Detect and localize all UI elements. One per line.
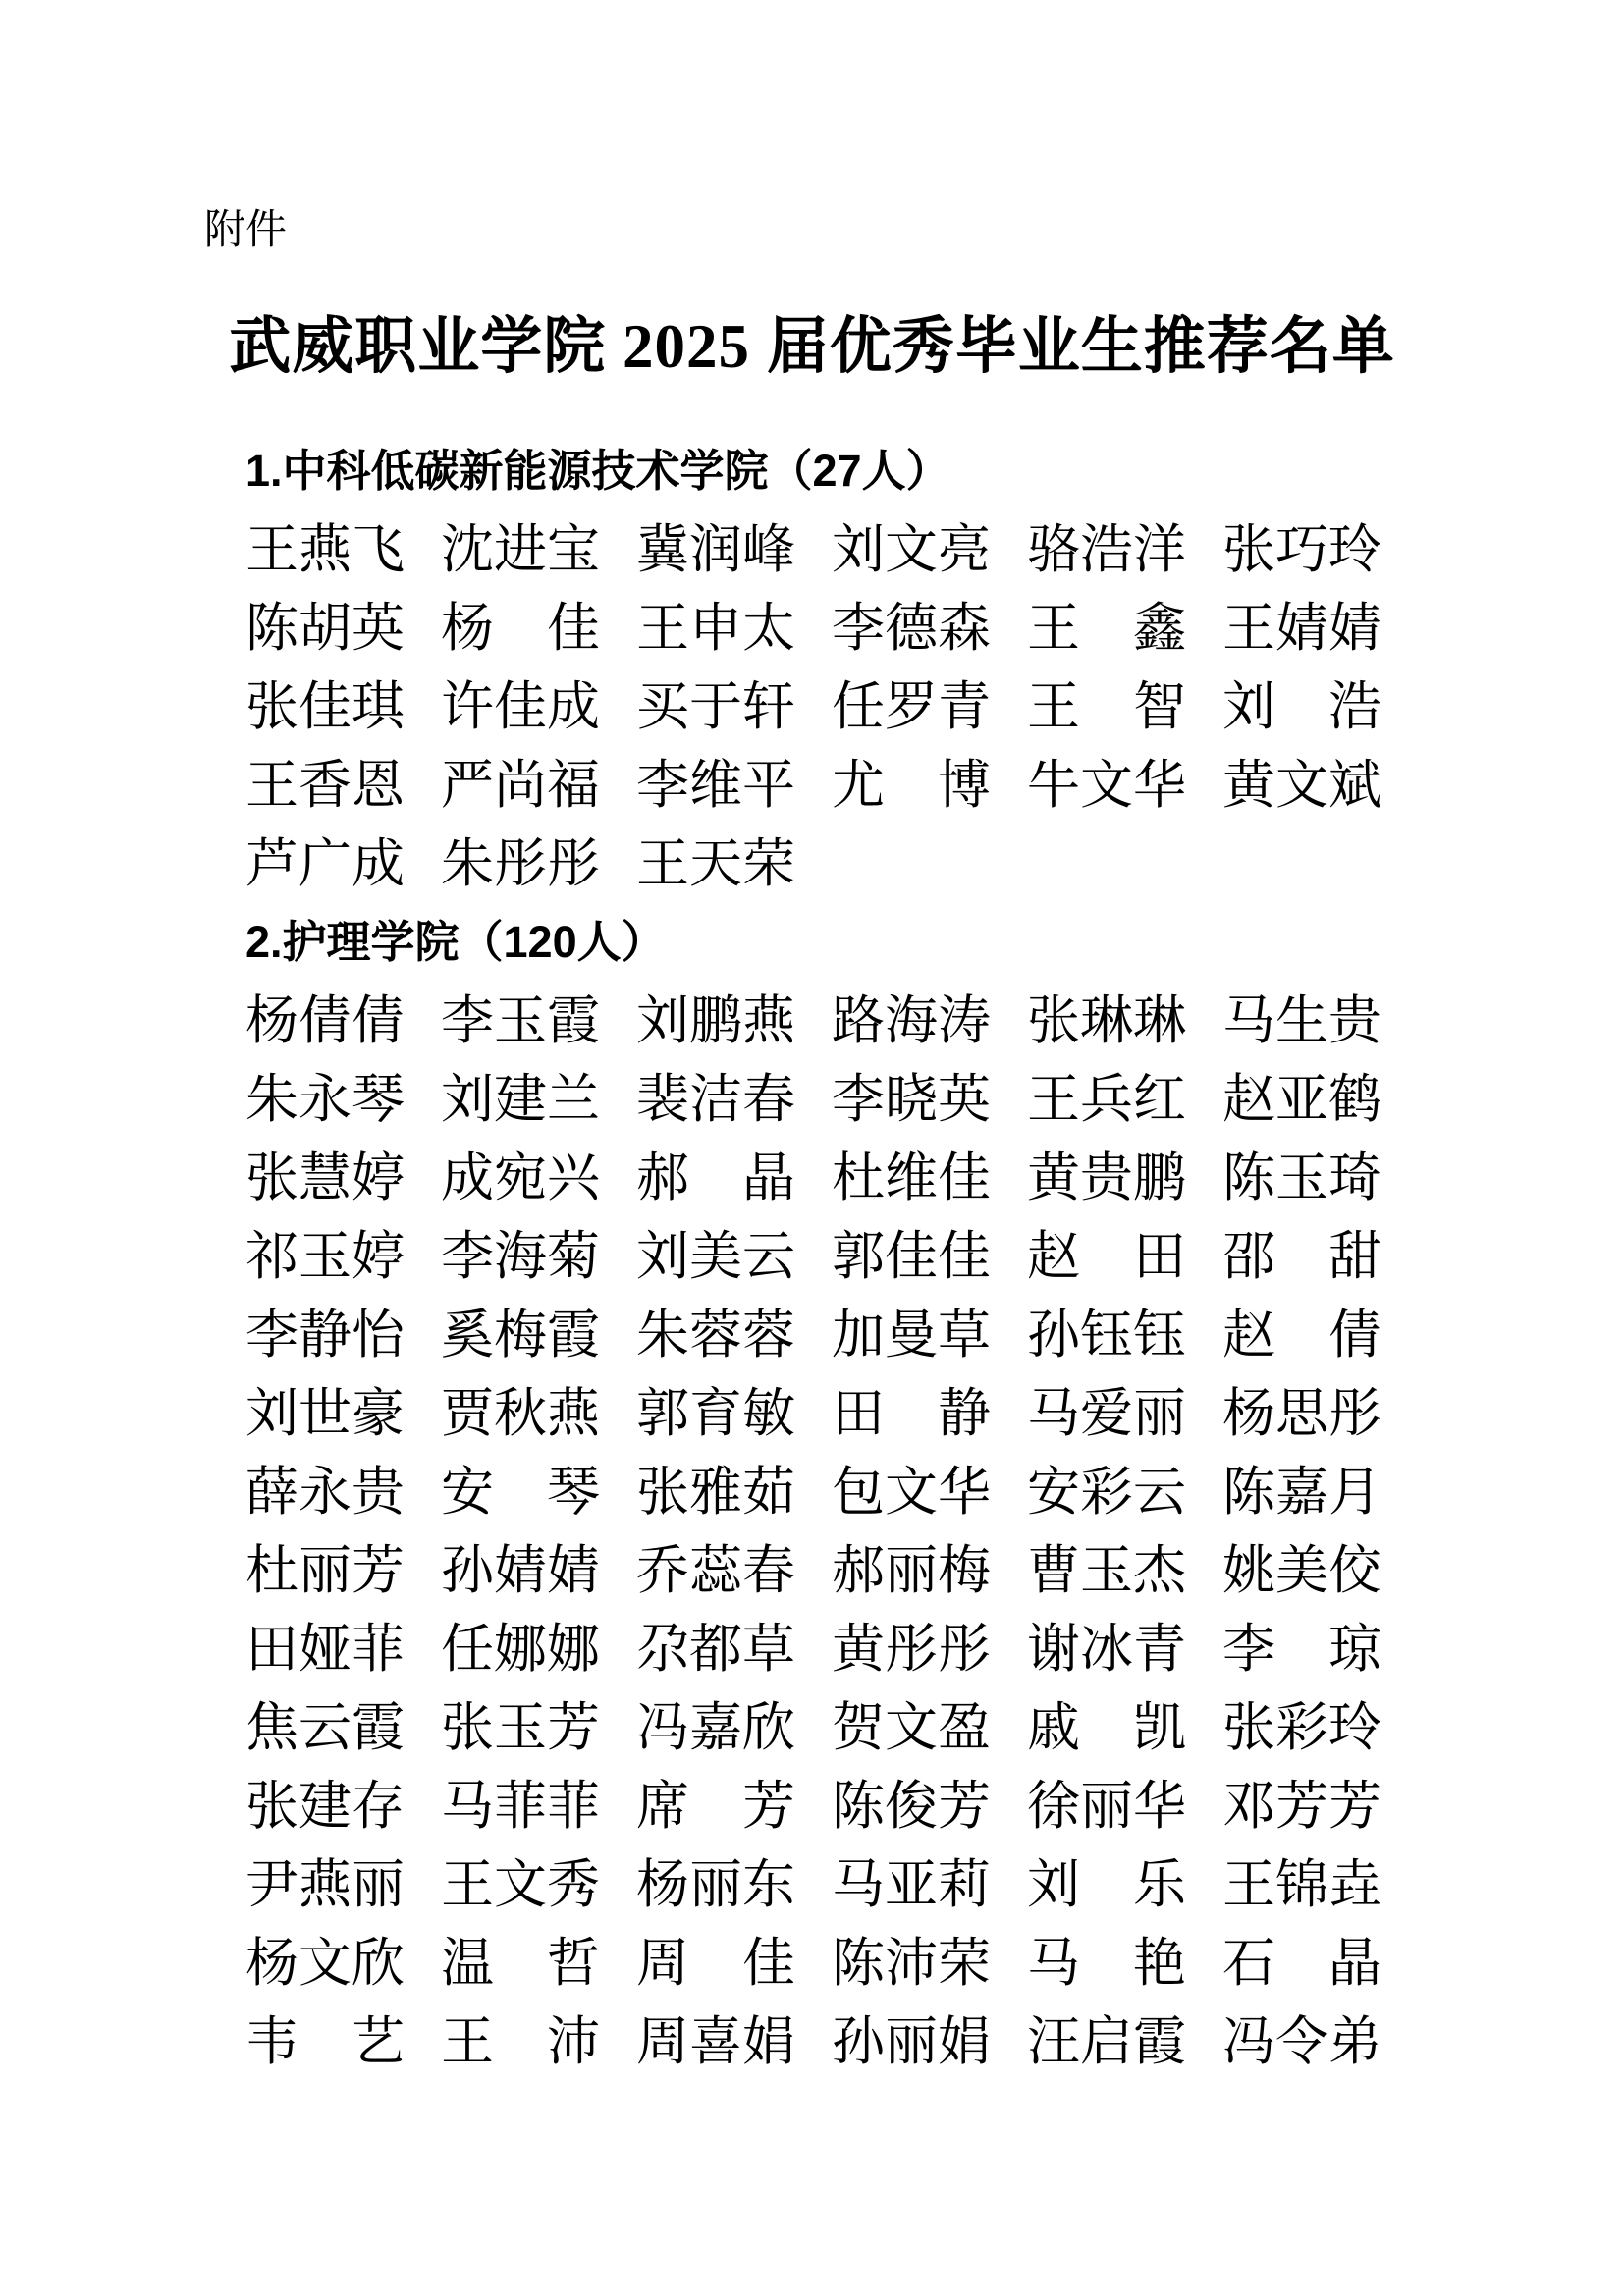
graduate-name: 张雅茹 [636, 1463, 795, 1522]
graduate-name: 李晓英 [832, 1070, 991, 1129]
name-row [245, 1688, 1384, 1767]
graduate-name: 李玉霞 [441, 991, 600, 1050]
graduate-name: 邓芳芳 [1222, 1777, 1381, 1836]
graduate-name: 骆浩洋 [1027, 520, 1186, 579]
section-heading: 1.中科低碳新能源技术学院（27人） [245, 446, 950, 496]
graduate-name: 杨倩倩 [245, 991, 405, 1050]
graduate-name: 李德森 [832, 599, 991, 658]
graduate-name: 沈进宝 [441, 520, 600, 579]
graduate-name: 成宛兴 [441, 1148, 600, 1207]
graduate-name: 严尚福 [441, 756, 600, 815]
name-row [245, 1845, 1384, 1924]
graduate-name: 许佳成 [441, 677, 600, 736]
graduate-name: 徐丽华 [1027, 1777, 1186, 1836]
graduate-name: 席 芳 [636, 1777, 795, 1836]
graduate-name: 戚 凯 [1027, 1698, 1186, 1757]
name-row [245, 746, 1384, 825]
graduate-name: 王燕飞 [245, 520, 405, 579]
graduate-name: 包文华 [832, 1463, 991, 1522]
graduate-name: 温 哲 [441, 1934, 600, 1993]
graduate-name: 王 沛 [441, 2012, 600, 2071]
graduate-name: 任娜娜 [441, 1620, 600, 1679]
graduate-name: 贺文盈 [832, 1698, 991, 1757]
name-row [245, 1060, 1384, 1139]
graduate-name: 张彩玲 [1222, 1698, 1381, 1757]
graduate-name: 冀润峰 [636, 520, 795, 579]
graduate-name: 陈嘉月 [1222, 1463, 1381, 1522]
graduate-name: 杨文欣 [245, 1934, 405, 1993]
section [245, 432, 1384, 903]
graduate-name: 李海菊 [441, 1227, 600, 1286]
graduate-name: 乔蕊春 [636, 1541, 795, 1600]
graduate-name: 陈玉琦 [1222, 1148, 1381, 1207]
graduate-name: 薛永贵 [245, 1463, 405, 1522]
name-row [245, 510, 1384, 589]
name-row [245, 982, 1384, 1060]
graduate-name: 杨丽东 [636, 1855, 795, 1914]
graduate-name: 刘 浩 [1222, 677, 1381, 736]
graduate-name: 马 艳 [1027, 1934, 1186, 1993]
graduate-name: 石 晶 [1222, 1934, 1381, 1993]
graduate-name: 谢冰青 [1027, 1620, 1186, 1679]
graduate-name: 马爱丽 [1027, 1384, 1186, 1443]
graduate-name: 孙钰钰 [1027, 1306, 1186, 1364]
graduate-name: 赵亚鹤 [1222, 1070, 1381, 1129]
graduate-name: 孙丽娟 [832, 2012, 991, 2071]
graduate-name: 王香恩 [245, 756, 405, 815]
name-row [245, 1139, 1384, 1217]
graduate-name: 赵 倩 [1222, 1306, 1381, 1364]
graduate-name: 马亚莉 [832, 1855, 991, 1914]
graduate-name: 黄彤彤 [832, 1620, 991, 1679]
graduate-name: 张慧婷 [245, 1148, 405, 1207]
graduate-name: 孙婧婧 [441, 1541, 600, 1600]
name-row [245, 1374, 1384, 1453]
graduate-name: 朱彤彤 [441, 834, 600, 893]
graduate-name: 郝 晶 [636, 1148, 795, 1207]
name-row [245, 1453, 1384, 1531]
graduate-name: 黄贵鹏 [1027, 1148, 1186, 1207]
graduate-name: 杜维佳 [832, 1148, 991, 1207]
graduate-name: 刘世豪 [245, 1384, 405, 1443]
graduate-name: 尤 博 [832, 756, 991, 815]
graduate-name: 姚美佼 [1222, 1541, 1381, 1600]
graduate-name: 冯嘉欣 [636, 1698, 795, 1757]
name-row [245, 1767, 1384, 1845]
name-row [245, 2002, 1384, 2081]
graduate-name: 买于轩 [636, 677, 795, 736]
graduate-name: 郭育敏 [636, 1384, 795, 1443]
graduate-name: 郝丽梅 [832, 1541, 991, 1600]
graduate-name: 李维平 [636, 756, 795, 815]
graduate-name: 张玉芳 [441, 1698, 600, 1757]
graduate-name: 张佳琪 [245, 677, 405, 736]
graduate-name: 刘文亮 [832, 520, 991, 579]
graduate-name: 贾秋燕 [441, 1384, 600, 1443]
name-row [245, 1296, 1384, 1374]
graduate-name: 刘建兰 [441, 1070, 600, 1129]
graduate-name: 汪启霞 [1027, 2012, 1186, 2071]
section [245, 903, 1384, 2081]
graduate-name: 刘美云 [636, 1227, 795, 1286]
graduate-name: 杜丽芳 [245, 1541, 405, 1600]
graduate-name: 刘鹏燕 [636, 991, 795, 1050]
graduate-name: 王锦垚 [1222, 1855, 1381, 1914]
graduate-sections [245, 432, 1384, 2081]
graduate-name: 王天荣 [636, 834, 795, 893]
name-row [245, 1531, 1384, 1610]
graduate-name: 李静怡 [245, 1306, 405, 1364]
graduate-name: 田 静 [832, 1384, 991, 1443]
graduate-name: 张琳琳 [1027, 991, 1186, 1050]
section-heading: 2.护理学院（120人） [245, 917, 666, 967]
graduate-name: 周 佳 [636, 1934, 795, 1993]
graduate-name: 王 智 [1027, 677, 1186, 736]
graduate-name: 祁玉婷 [245, 1227, 405, 1286]
graduate-name: 王婧婧 [1222, 599, 1381, 658]
graduate-name: 任罗青 [832, 677, 991, 736]
graduate-name: 黄文斌 [1222, 756, 1381, 815]
graduate-name: 陈沛荣 [832, 1934, 991, 1993]
attachment-label: 附件 [204, 208, 288, 253]
graduate-name: 安 琴 [441, 1463, 600, 1522]
graduate-name: 曹玉杰 [1027, 1541, 1186, 1600]
graduate-name: 李 琼 [1222, 1620, 1381, 1679]
name-row [245, 1924, 1384, 2002]
graduate-name: 杨思彤 [1222, 1384, 1381, 1443]
graduate-name: 张巧玲 [1222, 520, 1381, 579]
graduate-name: 冯令弟 [1222, 2012, 1381, 2071]
graduate-name: 周喜娟 [636, 2012, 795, 2071]
graduate-name: 路海涛 [832, 991, 991, 1050]
graduate-name: 马生贵 [1222, 991, 1381, 1050]
graduate-name: 邵 甜 [1222, 1227, 1381, 1286]
graduate-name: 安彩云 [1027, 1463, 1186, 1522]
graduate-name: 张建存 [245, 1777, 405, 1836]
graduate-name: 韦 艺 [245, 2012, 405, 2071]
graduate-name: 刘 乐 [1027, 1855, 1186, 1914]
graduate-name: 王 鑫 [1027, 599, 1186, 658]
name-row [245, 825, 1384, 903]
graduate-name: 奚梅霞 [441, 1306, 600, 1364]
graduate-name: 尹燕丽 [245, 1855, 405, 1914]
graduate-name: 芦广成 [245, 834, 405, 893]
graduate-name: 牛文华 [1027, 756, 1186, 815]
graduate-name: 裴洁春 [636, 1070, 795, 1129]
graduate-name: 郭佳佳 [832, 1227, 991, 1286]
graduate-name: 杨 佳 [441, 599, 600, 658]
graduate-name: 尕都草 [636, 1620, 795, 1679]
graduate-name: 田娅菲 [245, 1620, 405, 1679]
name-row [245, 589, 1384, 667]
graduate-name: 陈胡英 [245, 599, 405, 658]
name-row [245, 1217, 1384, 1296]
name-row [245, 1610, 1384, 1688]
page-title: 武威职业学院 2025 届优秀毕业生推荐名单 [229, 312, 1395, 381]
graduate-name: 王文秀 [441, 1855, 600, 1914]
graduate-name: 朱蓉蓉 [636, 1306, 795, 1364]
graduate-name: 加曼草 [832, 1306, 991, 1364]
graduate-name: 马菲菲 [441, 1777, 600, 1836]
graduate-name: 朱永琴 [245, 1070, 405, 1129]
graduate-name: 陈俊芳 [832, 1777, 991, 1836]
name-row [245, 667, 1384, 746]
graduate-name: 赵 田 [1027, 1227, 1186, 1286]
graduate-name: 王申太 [636, 599, 795, 658]
graduate-name: 焦云霞 [245, 1698, 405, 1757]
graduate-name: 王兵红 [1027, 1070, 1186, 1129]
